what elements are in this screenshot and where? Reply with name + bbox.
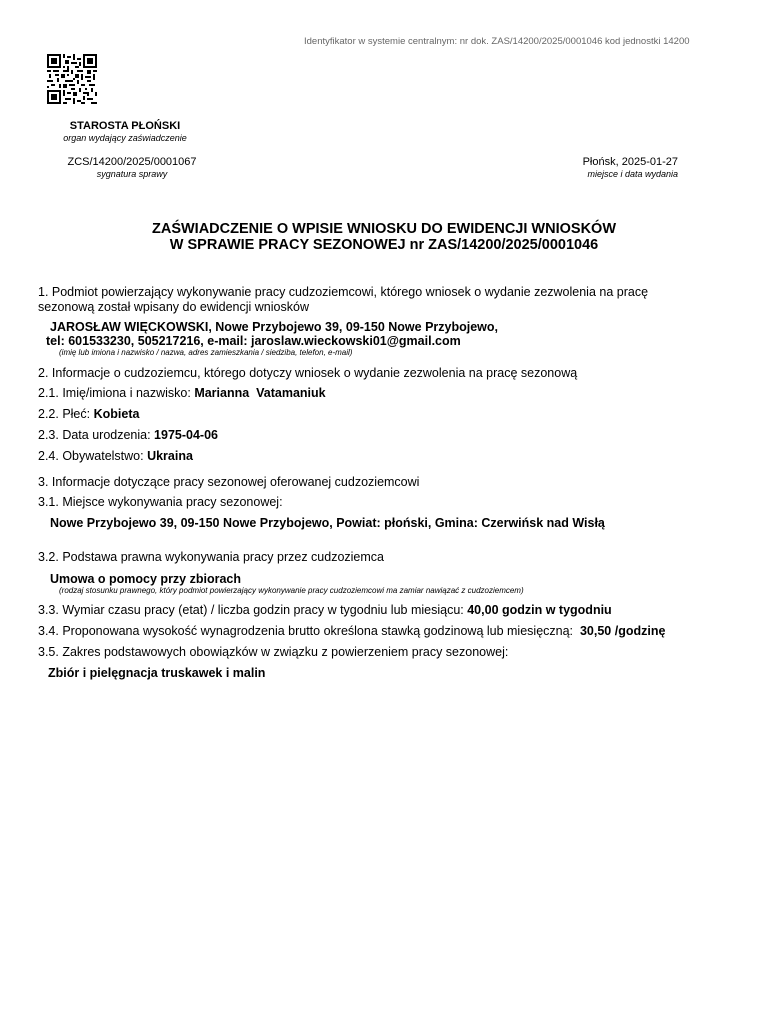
foreigner-dob-row <box>38 428 218 442</box>
working-hours-value: 40,00 godzin w tygodniu <box>467 603 612 617</box>
authority-subtitle: organ wydający zaświadczenie <box>63 133 187 143</box>
work-place-label: 3.1. Miejsce wykonywania pracy sezonowej: <box>38 495 283 509</box>
case-signature <box>50 156 214 179</box>
salary-label: 3.4. Proponowana wysokość wynagrodzenia brutto określona stawką godzinową lub miesięczną: <box>38 624 580 638</box>
document-title <box>0 221 768 253</box>
section-1-heading: 1. Podmiot powierzający wykonywanie pracy cudzoziemcowi, którego wniosek o wydanie zezwolenia na pracę sezonową został wpisany do ewidencji wniosków <box>38 285 649 314</box>
legal-basis-note: (rodzaj stosunku prawnego, który podmiot powierzający wykonywanie pracy cudzoziemcowi ma zamiar nawiązać z cudzoziemcem) <box>59 586 524 595</box>
issuing-authority <box>40 120 210 143</box>
duties-value: Zbiór i pielęgnacja truskawek i malin <box>48 666 266 680</box>
title-line-2: W SPRAWIE PRACY SEZONOWEJ nr ZAS/14200/2025/0001046 <box>169 237 599 253</box>
duties-label: 3.5. Zakres podstawowych obowiązków w związku z powierzeniem pracy sezonowej: <box>38 645 509 659</box>
foreigner-citizenship-value: Ukraina <box>147 449 193 463</box>
place-date-value: Płońsk, 2025-01-27 <box>582 156 678 168</box>
case-signature-label: sygnatura sprawy <box>96 169 168 179</box>
foreigner-citizenship-label: 2.4. Obywatelstwo: <box>38 449 148 463</box>
entity-line-2: tel: 601533230, 505217216, e-mail: jaroslaw.wieckowski01@gmail.com <box>46 334 461 348</box>
entity-line-1: JAROSŁAW WIĘCKOWSKI, Nowe Przybojewo 39, 09-150 Nowe Przybojewo, <box>50 320 499 334</box>
legal-basis-label: 3.2. Podstawa prawna wykonywania pracy przez cudzoziemca <box>38 550 385 564</box>
foreigner-name-label: 2.1. Imię/imiona i nazwisko: <box>38 386 195 400</box>
case-signature-value: ZCS/14200/2025/0001067 <box>67 156 197 168</box>
salary-value: 30,50 /godzinę <box>579 624 666 638</box>
working-hours-row <box>38 603 612 617</box>
authority-name: STAROSTA PŁOŃSKI <box>69 120 181 132</box>
foreigner-citizenship-row <box>38 449 193 463</box>
place-and-date <box>548 156 678 179</box>
document-identifier: Identyfikator w systemie centralnym: nr dok. ZAS/14200/2025/0001046 kod jednostki 14200 <box>304 36 690 47</box>
foreigner-dob-label: 2.3. Data urodzenia: <box>38 428 155 442</box>
place-date-label: miejsce i data wydania <box>587 169 678 179</box>
title-line-1: ZAŚWIADCZENIE O WPISIE WNIOSKU DO EWIDENCJI WNIOSKÓW <box>152 221 616 237</box>
salary-row <box>38 624 665 638</box>
entity-note: (imię lub imiona i nazwisko / nazwa, adres zamieszkania / siedziba, telefon, e-mail) <box>59 348 353 357</box>
foreigner-name-row <box>38 386 326 400</box>
section-2-heading: 2. Informacje o cudzoziemcu, którego dotyczy wniosek o wydanie zezwolenia na pracę sezonową <box>38 366 578 380</box>
foreigner-sex-row <box>38 407 139 421</box>
foreigner-dob-value: 1975-04-06 <box>154 428 218 442</box>
foreigner-name-value: Marianna Vatamaniuk <box>194 386 326 400</box>
foreigner-sex-value: Kobieta <box>93 407 140 421</box>
qr-code-icon <box>47 54 97 104</box>
work-place-value: Nowe Przybojewo 39, 09-150 Nowe Przybojewo, Powiat: płoński, Gmina: Czerwińsk nad Wisłą <box>50 516 605 530</box>
working-hours-label: 3.3. Wymiar czasu pracy (etat) / liczba godzin pracy w tygodniu lub miesiącu: <box>38 603 468 617</box>
foreigner-sex-label: 2.2. Płeć: <box>38 407 94 421</box>
section-3-heading: 3. Informacje dotyczące pracy sezonowej oferowanej cudzoziemcowi <box>38 475 420 489</box>
legal-basis-value: Umowa o pomocy przy zbiorach <box>50 572 242 586</box>
